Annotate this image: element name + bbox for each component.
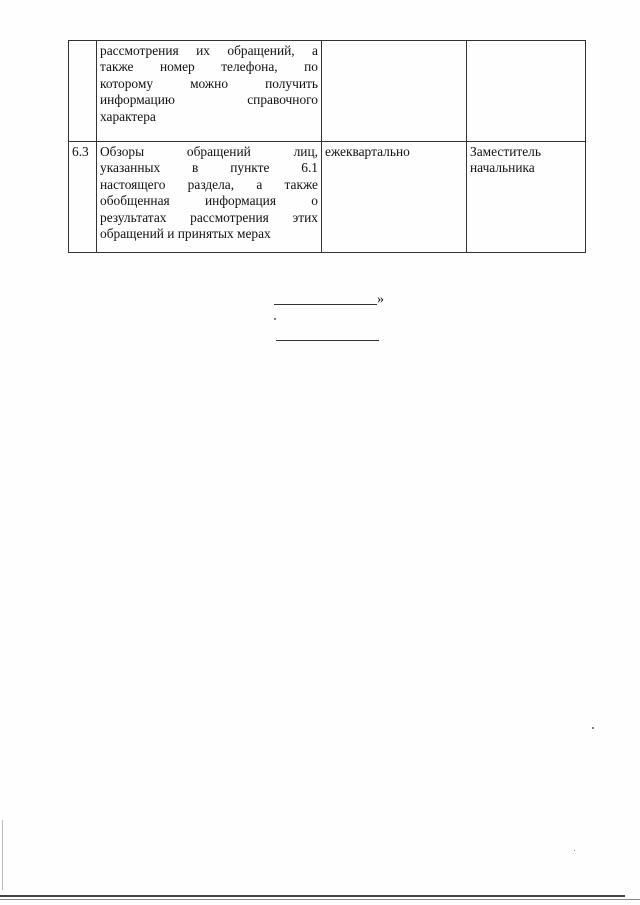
description-line: рассмотрения их обращений, а: [100, 43, 318, 58]
plan-table: [68, 40, 586, 253]
description-line: обращений и принятых мерах: [100, 226, 271, 242]
description-line: также номер телефона, по: [100, 59, 318, 75]
closing-quote: »: [377, 292, 384, 307]
description-cell: [97, 142, 322, 253]
description-line: обобщенная информация о: [100, 193, 318, 209]
responsible-cell: [467, 142, 586, 253]
description-line: которому можно получить: [100, 75, 318, 91]
period-cell: [322, 41, 467, 142]
closing-rule: [276, 340, 379, 341]
table-row: [69, 142, 586, 253]
row-number-cell: [69, 41, 97, 142]
description-line: указанных в пункте 6.1: [100, 160, 318, 176]
description-line: настоящего раздела, а также: [100, 176, 318, 192]
description-line: характера: [100, 108, 156, 124]
row-number-cell: 6.3: [69, 142, 97, 253]
description-line: информацию справочного: [100, 92, 318, 108]
responsible-cell: [467, 41, 586, 142]
description-line: Обзоры обращений лиц,: [100, 144, 318, 159]
description-cell: [97, 41, 322, 142]
scan-bottom-edge: [0, 899, 640, 900]
description-line: результатах рассмотрения этих: [100, 209, 318, 225]
table-row: [69, 41, 586, 142]
scan-speck: [592, 727, 594, 729]
scan-speck: [274, 318, 276, 320]
scan-speck: [574, 850, 575, 851]
scan-bottom-edge: [0, 895, 625, 897]
scan-edge: [2, 820, 3, 890]
responsible-line: Заместитель: [470, 144, 541, 159]
responsible-line: начальника: [470, 160, 535, 176]
period-cell: ежеквартально: [322, 142, 467, 253]
closing-rule: [274, 304, 377, 305]
